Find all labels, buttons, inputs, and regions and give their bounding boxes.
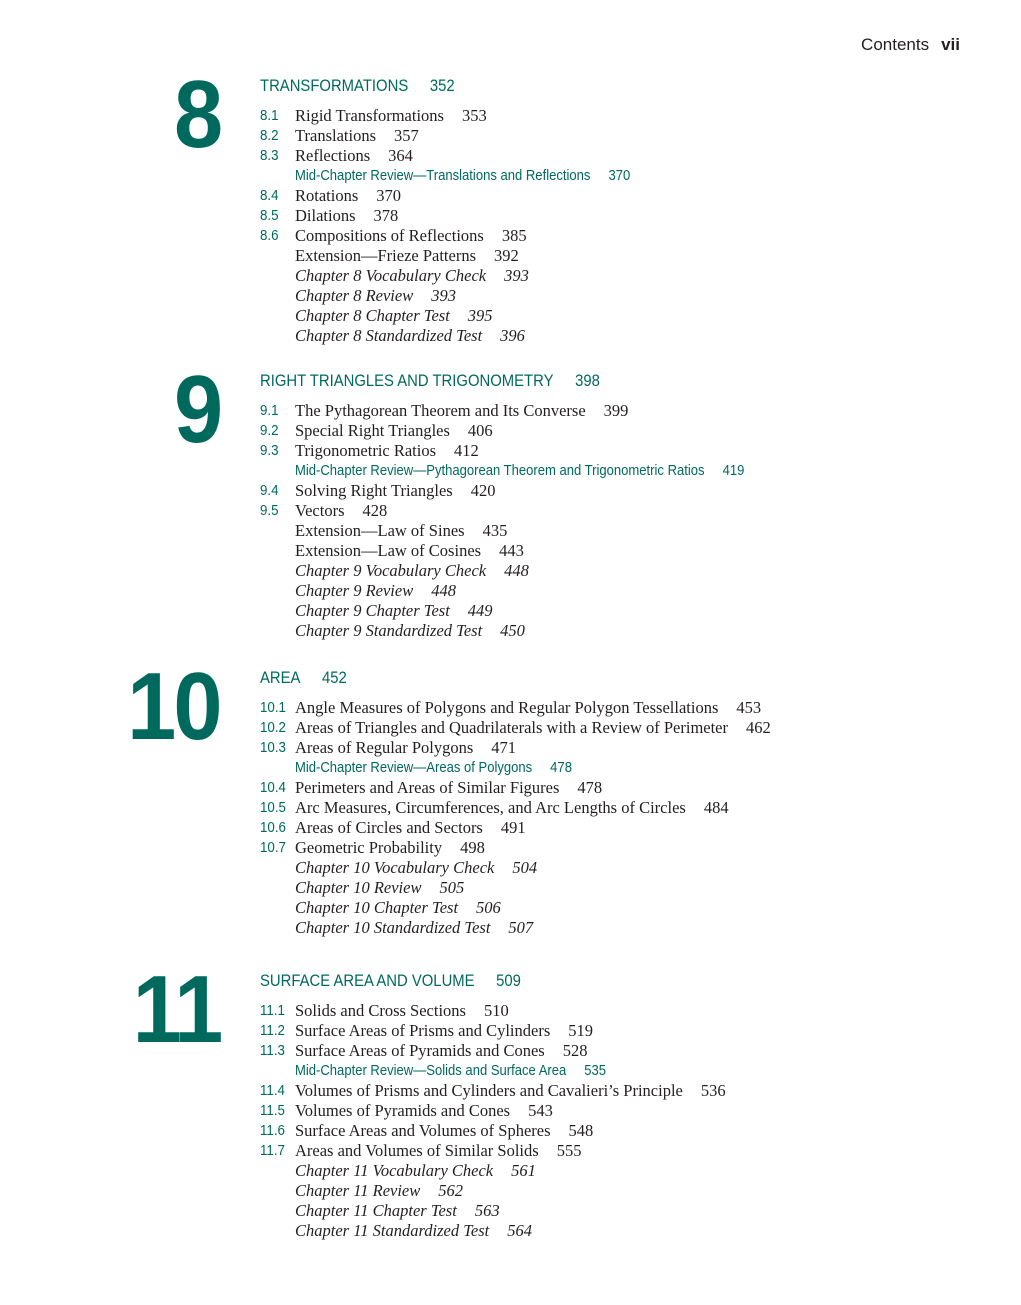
toc-entry[interactable] xyxy=(0,286,1021,306)
section-number: 9.5 xyxy=(260,503,279,519)
entry-title: Chapter 11 Vocabulary Check xyxy=(295,1161,494,1180)
entry-page-number: 392 xyxy=(494,246,519,265)
entry-page-number: 510 xyxy=(483,1001,509,1020)
entry-text-group xyxy=(295,798,729,818)
entry-page-number: 393 xyxy=(504,266,529,285)
chapter-number: 9 xyxy=(173,356,220,463)
mid-chapter-review-entry[interactable] xyxy=(0,166,1021,186)
entry-page-number: 393 xyxy=(431,286,456,305)
entry-text-group xyxy=(295,858,537,878)
chapter-page-number: 452 xyxy=(322,669,347,687)
section-entry[interactable] xyxy=(0,226,1021,246)
section-number: 11.3 xyxy=(260,1043,285,1059)
entry-page-number: 543 xyxy=(528,1101,553,1120)
entry-text-group xyxy=(295,898,501,918)
section-number: 10.2 xyxy=(260,720,286,736)
entry-text-group xyxy=(295,818,526,838)
toc-entry[interactable] xyxy=(0,521,1021,541)
entry-title: Mid-Chapter Review—Pythagorean Theorem and Trigonometric Ratios xyxy=(295,463,705,479)
chapter-title-text: RIGHT TRIANGLES AND TRIGONOMETRY xyxy=(260,372,554,390)
entry-page-number: 449 xyxy=(467,601,493,620)
entry-title: Areas of Triangles and Quadrilaterals with a Review of Perimeter xyxy=(295,718,729,737)
entry-page-number: 563 xyxy=(474,1201,500,1220)
entry-title: Translations xyxy=(295,126,376,145)
entry-text-group xyxy=(295,1141,581,1161)
toc-entry[interactable] xyxy=(0,621,1021,641)
section-entry[interactable] xyxy=(0,1121,1021,1141)
entry-text-group xyxy=(295,698,761,718)
entry-page-number: 385 xyxy=(501,226,527,245)
chapter-number: 8 xyxy=(173,61,220,168)
entry-text-group xyxy=(295,878,464,898)
section-entry[interactable] xyxy=(0,1081,1021,1101)
section-entry[interactable] xyxy=(0,401,1021,421)
entry-page-number: 419 xyxy=(722,463,745,479)
entry-title: Areas of Regular Polygons xyxy=(295,738,474,757)
entry-title: Surface Areas and Volumes of Spheres xyxy=(295,1121,551,1140)
entry-text-group xyxy=(295,206,398,226)
toc-entry[interactable] xyxy=(0,246,1021,266)
entry-text-group xyxy=(295,126,419,146)
chapter-number: 11 xyxy=(132,956,220,1063)
entry-text-group xyxy=(295,501,387,521)
entry-title: Chapter 8 Standardized Test xyxy=(295,326,483,345)
entry-page-number: 555 xyxy=(556,1141,582,1160)
entry-page-number: 406 xyxy=(467,421,493,440)
entry-title: Chapter 11 Chapter Test xyxy=(295,1201,457,1220)
section-number: 9.1 xyxy=(260,403,279,419)
entry-text-group xyxy=(295,1081,726,1101)
entry-title: Extension—Frieze Patterns xyxy=(295,246,477,265)
entry-title: Chapter 11 Review xyxy=(295,1181,421,1200)
chapter-title-text: SURFACE AREA AND VOLUME xyxy=(260,972,475,990)
entry-title: Chapter 11 Standardized Test xyxy=(295,1221,490,1240)
entry-text-group xyxy=(295,521,507,541)
chapter-entry-list xyxy=(0,106,1021,346)
entry-page-number: 453 xyxy=(736,698,762,717)
entry-page-number: 536 xyxy=(700,1081,726,1100)
entry-title: Dilations xyxy=(295,206,356,225)
entry-page-number: 370 xyxy=(608,168,631,184)
entry-text-group xyxy=(295,441,479,461)
chapter-page-number: 398 xyxy=(575,372,600,390)
chapter-title-text: TRANSFORMATIONS xyxy=(260,77,409,95)
section-number: 11.4 xyxy=(260,1083,285,1099)
entry-title: Areas and Volumes of Similar Solids xyxy=(295,1141,539,1160)
section-entry[interactable] xyxy=(0,798,1021,818)
toc-entry[interactable] xyxy=(0,326,1021,346)
section-number: 9.2 xyxy=(260,423,279,439)
chapter-entry-list xyxy=(0,1001,1021,1241)
entry-title: Volumes of Pyramids and Cones xyxy=(295,1101,511,1120)
toc-entry[interactable] xyxy=(0,601,1021,621)
chapter-entry-list xyxy=(0,698,1021,938)
chapter-entry-list xyxy=(0,401,1021,641)
section-entry[interactable] xyxy=(0,481,1021,501)
section-number: 8.4 xyxy=(260,188,279,204)
entry-text-group xyxy=(295,621,525,641)
entry-page-number: 420 xyxy=(470,481,496,500)
entry-title: Chapter 9 Vocabulary Check xyxy=(295,561,487,580)
entry-page-number: 364 xyxy=(388,146,413,165)
entry-page-number: 448 xyxy=(504,561,529,580)
toc-entry[interactable] xyxy=(0,306,1021,326)
entry-page-number: 548 xyxy=(568,1121,594,1140)
entry-text-group xyxy=(295,226,527,246)
entry-title: Angle Measures of Polygons and Regular Polygon Tessellations xyxy=(295,698,719,717)
entry-page-number: 353 xyxy=(461,106,487,125)
entry-title: Chapter 10 Chapter Test xyxy=(295,898,459,917)
entry-text-group xyxy=(295,166,630,186)
toc-entry[interactable] xyxy=(0,581,1021,601)
entry-page-number: 562 xyxy=(438,1181,463,1200)
entry-page-number: 498 xyxy=(460,838,485,857)
running-head-label: Contents xyxy=(861,35,930,54)
entry-text-group xyxy=(295,1161,536,1181)
entry-text-group xyxy=(295,326,525,346)
mid-chapter-review-entry[interactable] xyxy=(0,461,1021,481)
entry-page-number: 462 xyxy=(746,718,771,737)
entry-page-number: 561 xyxy=(511,1161,536,1180)
entry-page-number: 528 xyxy=(562,1041,588,1060)
entry-text-group xyxy=(295,461,744,481)
toc-entry[interactable] xyxy=(0,1221,1021,1241)
entry-title: The Pythagorean Theorem and Its Converse xyxy=(295,401,586,420)
entry-text-group xyxy=(295,1001,509,1021)
entry-text-group xyxy=(295,421,493,441)
entry-title: Rotations xyxy=(295,186,359,205)
entry-page-number: 505 xyxy=(439,878,465,897)
entry-text-group xyxy=(295,1041,587,1061)
toc-entry[interactable] xyxy=(0,878,1021,898)
entry-text-group xyxy=(295,1121,593,1141)
running-head-page-number: vii xyxy=(941,35,960,54)
entry-page-number: 507 xyxy=(508,918,534,937)
section-number: 9.3 xyxy=(260,443,279,459)
entry-text-group xyxy=(295,186,401,206)
entry-page-number: 471 xyxy=(491,738,517,757)
section-entry[interactable] xyxy=(0,1141,1021,1161)
entry-text-group xyxy=(295,266,529,286)
entry-page-number: 448 xyxy=(431,581,456,600)
toc-entry[interactable] xyxy=(0,561,1021,581)
entry-text-group xyxy=(295,718,771,738)
entry-title: Chapter 9 Standardized Test xyxy=(295,621,483,640)
section-number: 11.2 xyxy=(260,1023,285,1039)
entry-text-group xyxy=(295,541,524,561)
section-number: 8.6 xyxy=(260,228,279,244)
entry-title: Surface Areas of Pyramids and Cones xyxy=(295,1041,545,1060)
entry-title: Solids and Cross Sections xyxy=(295,1001,466,1020)
section-number: 10.4 xyxy=(260,780,286,796)
entry-page-number: 478 xyxy=(550,760,572,776)
entry-title: Geometric Probability xyxy=(295,838,443,857)
entry-page-number: 491 xyxy=(500,818,526,837)
toc-entry[interactable] xyxy=(0,1161,1021,1181)
entry-text-group xyxy=(295,1021,593,1041)
entry-page-number: 428 xyxy=(362,501,388,520)
entry-title: Vectors xyxy=(295,501,345,520)
entry-page-number: 443 xyxy=(499,541,524,560)
entry-text-group xyxy=(295,778,602,798)
section-entry[interactable] xyxy=(0,441,1021,461)
entry-title: Solving Right Triangles xyxy=(295,481,453,500)
entry-title: Chapter 10 Vocabulary Check xyxy=(295,858,495,877)
section-entry[interactable] xyxy=(0,146,1021,166)
entry-page-number: 395 xyxy=(467,306,493,325)
entry-title: Mid-Chapter Review—Translations and Reflections xyxy=(295,168,591,184)
entry-text-group xyxy=(295,738,516,758)
entry-title: Compositions of Reflections xyxy=(295,226,484,245)
toc-entry[interactable] xyxy=(0,918,1021,938)
entry-page-number: 357 xyxy=(394,126,419,145)
entry-page-number: 535 xyxy=(584,1063,607,1079)
entry-page-number: 478 xyxy=(577,778,603,797)
toc-entry[interactable] xyxy=(0,858,1021,878)
entry-title: Chapter 9 Review xyxy=(295,581,414,600)
entry-page-number: 450 xyxy=(500,621,525,640)
section-number: 10.3 xyxy=(260,740,286,756)
entry-text-group xyxy=(295,286,456,306)
mid-chapter-review-entry[interactable] xyxy=(0,1061,1021,1081)
chapter-title[interactable] xyxy=(260,972,521,991)
chapter-title[interactable] xyxy=(260,372,600,391)
entry-page-number: 519 xyxy=(568,1021,593,1040)
entry-text-group xyxy=(295,758,572,778)
section-entry[interactable] xyxy=(0,778,1021,798)
entry-title: Mid-Chapter Review—Areas of Polygons xyxy=(295,760,533,776)
entry-title: Perimeters and Areas of Similar Figures xyxy=(295,778,560,797)
running-head xyxy=(861,35,960,55)
entry-title: Reflections xyxy=(295,146,371,165)
section-entry[interactable] xyxy=(0,126,1021,146)
section-number: 11.5 xyxy=(260,1103,285,1119)
section-entry[interactable] xyxy=(0,718,1021,738)
toc-entry[interactable] xyxy=(0,898,1021,918)
entry-title: Extension—Law of Sines xyxy=(295,521,465,540)
entry-text-group xyxy=(295,146,413,166)
section-number: 8.5 xyxy=(260,208,279,224)
entry-text-group xyxy=(295,1061,606,1081)
section-number: 11.1 xyxy=(260,1003,285,1019)
entry-title: Mid-Chapter Review—Solids and Surface Area xyxy=(295,1063,567,1079)
section-entry[interactable] xyxy=(0,1101,1021,1121)
chapter-page-number: 352 xyxy=(429,77,455,95)
entry-title: Volumes of Prisms and Cylinders and Cavalieri’s Principle xyxy=(295,1081,683,1100)
section-entry[interactable] xyxy=(0,421,1021,441)
entry-title: Areas of Circles and Sectors xyxy=(295,818,483,837)
entry-title: Extension—Law of Cosines xyxy=(295,541,482,560)
section-entry[interactable] xyxy=(0,1041,1021,1061)
section-number: 8.3 xyxy=(260,148,279,164)
section-number: 9.4 xyxy=(260,483,279,499)
entry-text-group xyxy=(295,561,529,581)
entry-page-number: 484 xyxy=(703,798,729,817)
entry-text-group xyxy=(295,106,487,126)
entry-text-group xyxy=(295,1181,463,1201)
entry-text-group xyxy=(295,481,495,501)
entry-text-group xyxy=(295,838,485,858)
section-entry[interactable] xyxy=(0,698,1021,718)
entry-text-group xyxy=(295,1101,553,1121)
entry-text-group xyxy=(295,1221,532,1241)
entry-title: Rigid Transformations xyxy=(295,106,444,125)
entry-page-number: 412 xyxy=(454,441,479,460)
entry-page-number: 399 xyxy=(603,401,629,420)
section-entry[interactable] xyxy=(0,106,1021,126)
entry-title: Chapter 10 Standardized Test xyxy=(295,918,491,937)
chapter-number: 10 xyxy=(127,653,220,760)
section-entry[interactable] xyxy=(0,501,1021,521)
entry-title: Trigonometric Ratios xyxy=(295,441,437,460)
entry-text-group xyxy=(295,918,533,938)
toc-entry[interactable] xyxy=(0,1201,1021,1221)
entry-text-group xyxy=(295,601,493,621)
entry-title: Chapter 10 Review xyxy=(295,878,422,897)
entry-title: Chapter 8 Vocabulary Check xyxy=(295,266,487,285)
entry-page-number: 435 xyxy=(482,521,508,540)
toc-entry[interactable] xyxy=(0,541,1021,561)
mid-chapter-review-entry[interactable] xyxy=(0,758,1021,778)
entry-title: Chapter 9 Chapter Test xyxy=(295,601,450,620)
entry-page-number: 378 xyxy=(373,206,399,225)
toc-entry[interactable] xyxy=(0,1181,1021,1201)
section-entry[interactable] xyxy=(0,1001,1021,1021)
entry-page-number: 370 xyxy=(376,186,402,205)
entry-text-group xyxy=(295,246,519,266)
entry-title: Arc Measures, Circumferences, and Arc Lengths of Circles xyxy=(295,798,686,817)
section-number: 11.7 xyxy=(260,1143,285,1159)
section-entry[interactable] xyxy=(0,186,1021,206)
entry-title: Surface Areas of Prisms and Cylinders xyxy=(295,1021,551,1040)
section-entry[interactable] xyxy=(0,838,1021,858)
section-entry[interactable] xyxy=(0,818,1021,838)
chapter-page-number: 509 xyxy=(496,972,521,990)
chapter-title-text: AREA xyxy=(260,669,301,687)
entry-title: Chapter 8 Review xyxy=(295,286,414,305)
section-entry[interactable] xyxy=(0,206,1021,226)
entry-title: Special Right Triangles xyxy=(295,421,450,440)
entry-page-number: 564 xyxy=(507,1221,532,1240)
section-number: 8.2 xyxy=(260,128,279,144)
section-number: 10.7 xyxy=(260,840,286,856)
entry-page-number: 504 xyxy=(512,858,538,877)
section-entry[interactable] xyxy=(0,1021,1021,1041)
entry-text-group xyxy=(295,1201,500,1221)
entry-text-group xyxy=(295,401,628,421)
entry-title: Chapter 8 Chapter Test xyxy=(295,306,450,325)
section-number: 10.6 xyxy=(260,820,286,836)
entry-page-number: 506 xyxy=(476,898,501,917)
entry-text-group xyxy=(295,581,456,601)
section-entry[interactable] xyxy=(0,738,1021,758)
entry-page-number: 396 xyxy=(500,326,525,345)
chapter-title[interactable] xyxy=(260,77,455,96)
toc-entry[interactable] xyxy=(0,266,1021,286)
entry-text-group xyxy=(295,306,493,326)
chapter-title[interactable] xyxy=(260,669,347,688)
section-number: 8.1 xyxy=(260,108,279,124)
section-number: 10.5 xyxy=(260,800,286,816)
section-number: 11.6 xyxy=(260,1123,285,1139)
section-number: 10.1 xyxy=(260,700,286,716)
